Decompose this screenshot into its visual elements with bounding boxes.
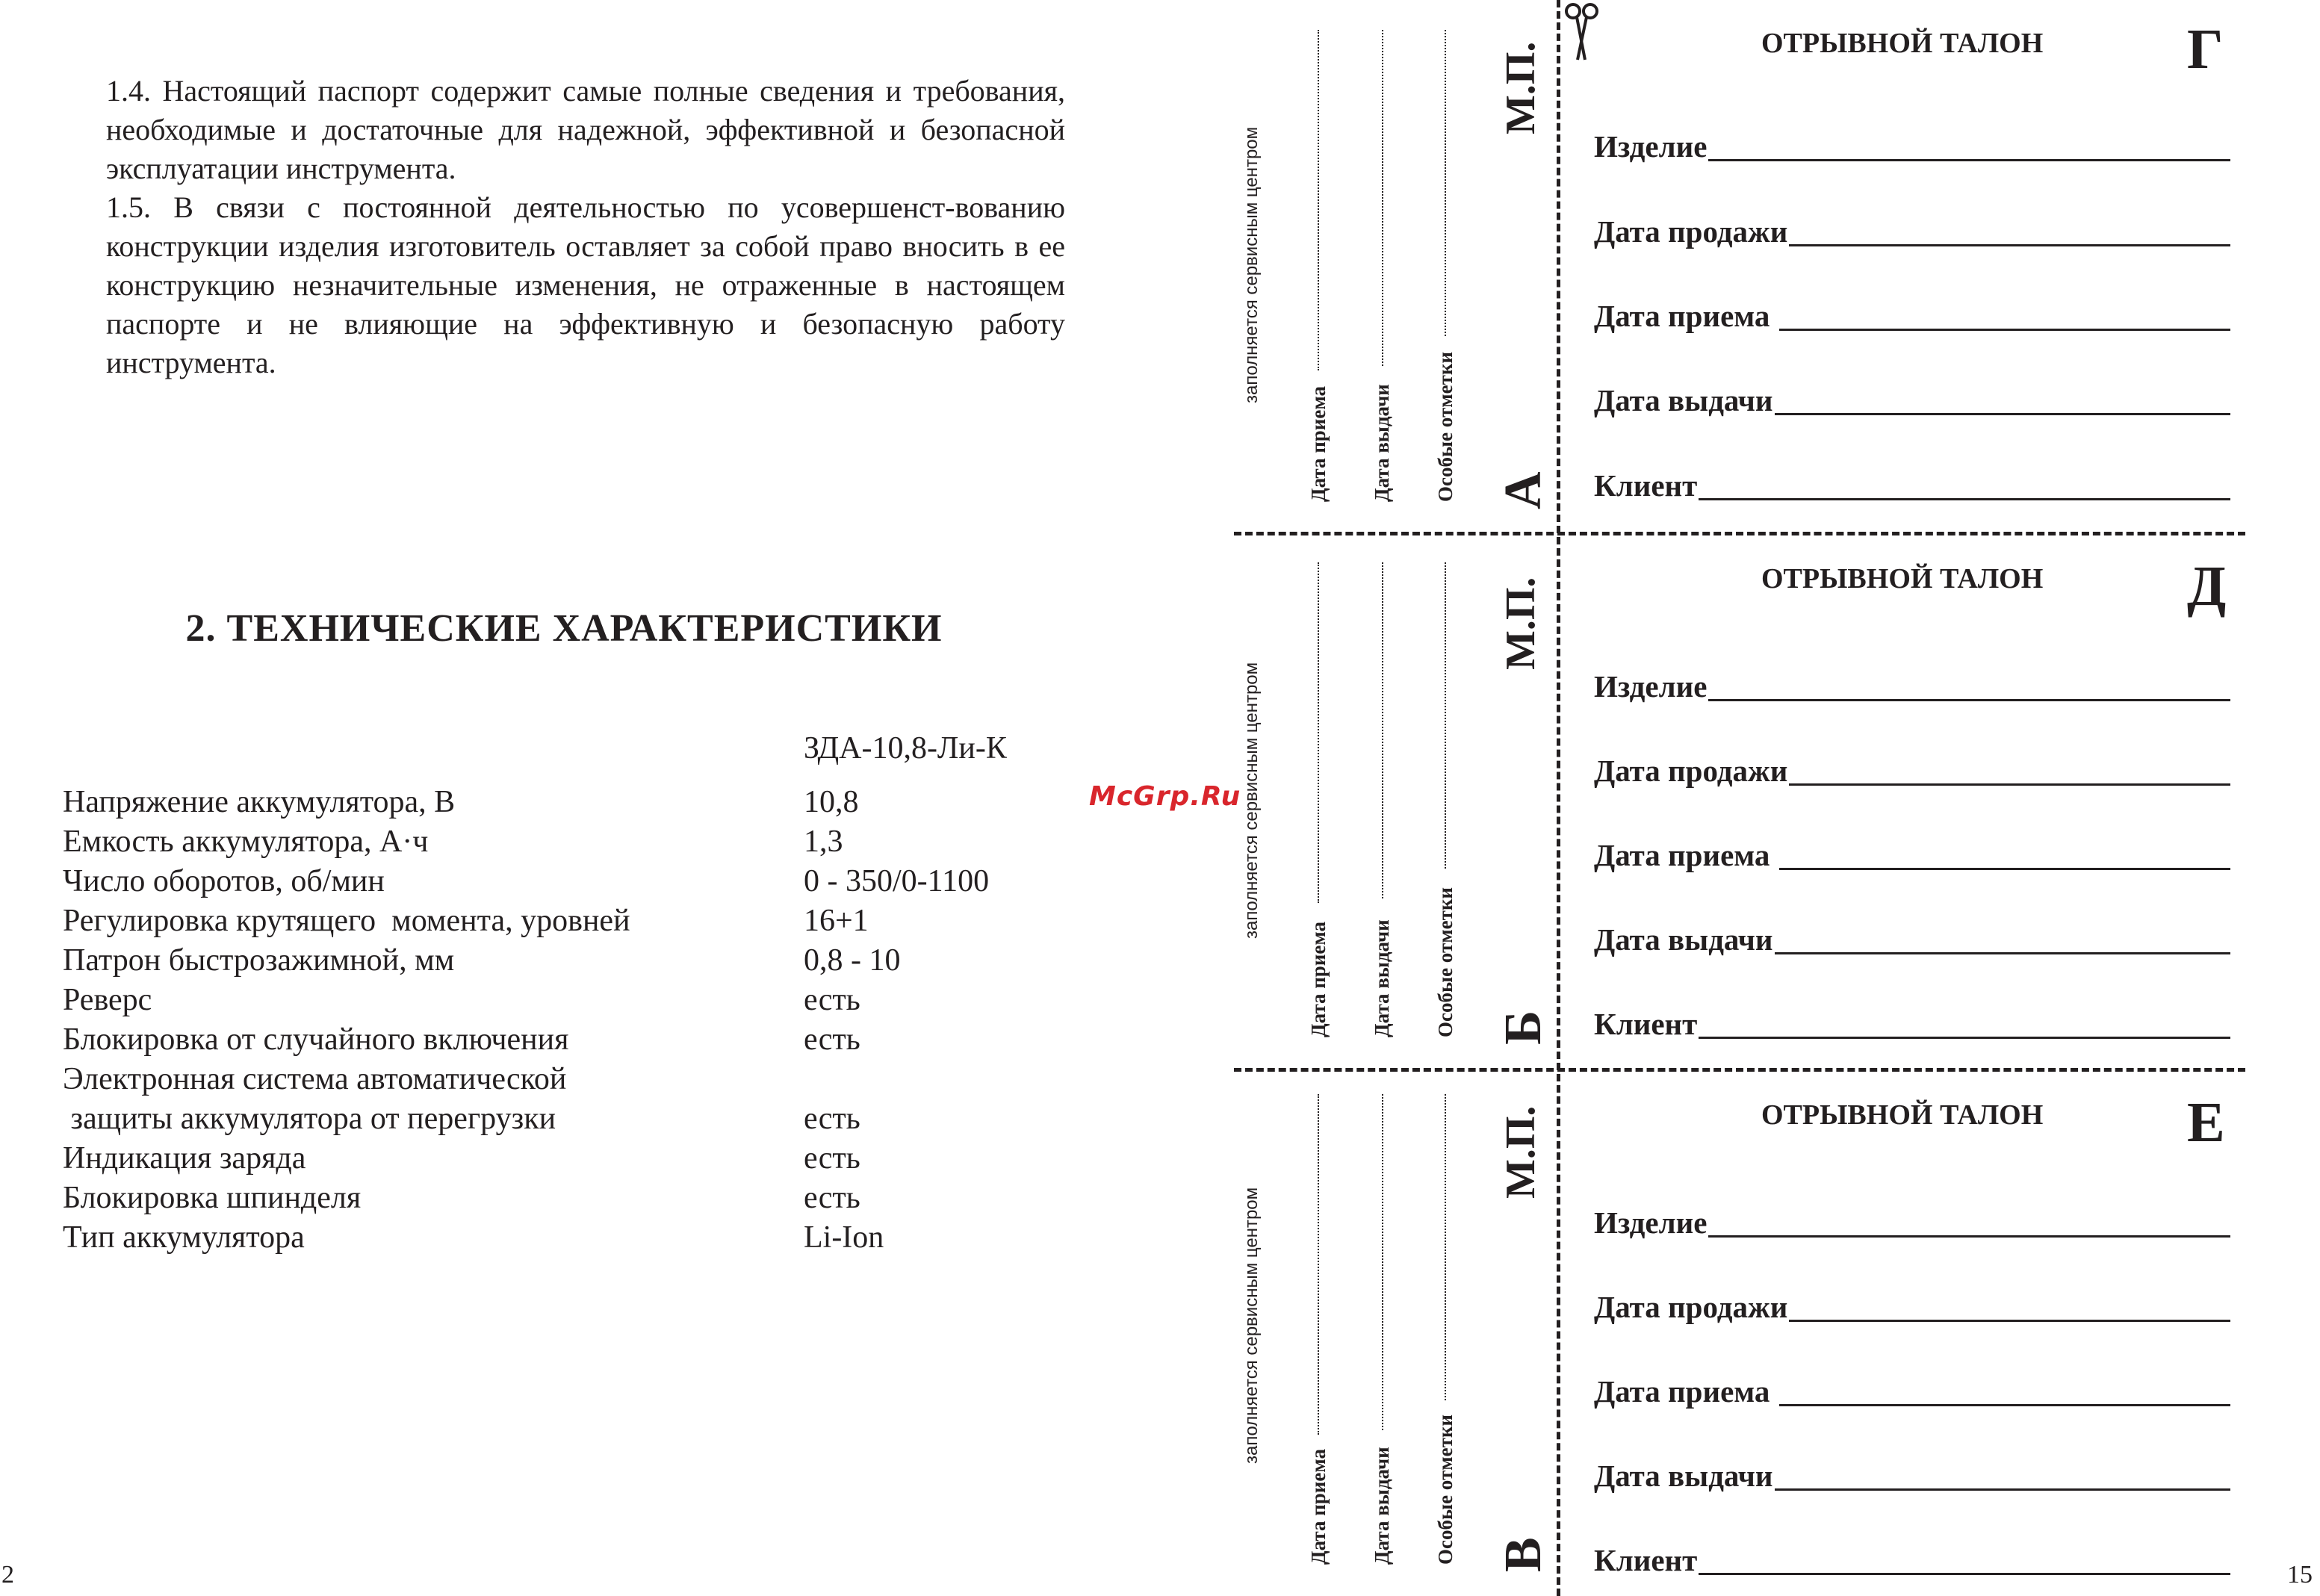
field-label: Клиент: [1594, 1007, 1698, 1041]
stub-notes: Особые отметки: [1434, 1415, 1457, 1565]
stub-dotted-line: [1445, 562, 1446, 869]
spec-label: Реверс: [63, 983, 152, 1017]
stub-stamp-mark: М.П.: [1498, 577, 1544, 670]
stub-stamp-mark: М.П.: [1498, 41, 1544, 134]
spec-value: 10,8: [804, 785, 859, 819]
field-label: Дата приема: [1594, 299, 1778, 333]
coupon-field-issued-date[interactable]: [1594, 373, 2230, 415]
spec-value: Li-Ion: [804, 1220, 884, 1255]
service-stub-c: [1225, 1072, 1557, 1596]
stub-date-received: Дата приема: [1307, 1448, 1330, 1565]
stub-date-issued: Дата выдачи: [1371, 919, 1393, 1037]
stub-letter: В: [1495, 1537, 1552, 1572]
stub-dotted-line: [1382, 30, 1383, 366]
page-number-left: 2: [1, 1561, 14, 1589]
coupon-letter: Е: [2187, 1091, 2225, 1154]
stub-notes: Особые отметки: [1434, 352, 1457, 502]
section-title: 2. ТЕХНИЧЕСКИЕ ХАРАКТЕРИСТИКИ: [185, 607, 943, 650]
stub-notes: Особые отметки: [1434, 887, 1457, 1037]
field-label: Дата продажи: [1594, 1290, 1788, 1324]
model-name: ЗДА-10,8-Ли-К: [804, 731, 1007, 766]
fill-line: [1708, 1205, 2230, 1238]
fill-line: [1708, 129, 2230, 161]
fill-line: [1699, 1543, 2230, 1575]
spec-label: Патрон быстрозажимной, мм: [63, 943, 455, 978]
field-label: Изделие: [1594, 1205, 1708, 1240]
field-label: Клиент: [1594, 468, 1698, 503]
spec-label: защиты аккумулятора от перегрузки: [63, 1102, 556, 1136]
field-label: Дата продажи: [1594, 214, 1788, 249]
fill-line: [1789, 214, 2230, 246]
coupon-title: ОТРЫВНОЙ ТАЛОН: [1761, 1099, 2044, 1131]
spec-value: есть: [804, 1141, 860, 1176]
fill-line: [1775, 1459, 2230, 1491]
spec-value: есть: [804, 1102, 860, 1136]
tear-off-coupon-e: [1561, 1072, 2248, 1596]
spec-label: Регулировка крутящего момента, уровней: [63, 904, 630, 938]
stub-fill-note: заполняется сервисным центром: [1241, 662, 1262, 939]
spec-label: Емкость аккумулятора, А·ч: [63, 825, 429, 859]
spec-value: 16+1: [804, 904, 869, 938]
spec-value: есть: [804, 1181, 860, 1215]
fill-line: [1775, 383, 2230, 415]
page-number-right: 15: [2287, 1561, 2313, 1589]
fill-line: [1789, 1290, 2230, 1322]
coupon-field-client[interactable]: [1594, 1533, 2230, 1575]
tear-off-coupon-d: [1561, 535, 2248, 1068]
spec-label: Число оборотов, об/мин: [63, 864, 385, 898]
stub-dotted-line: [1318, 562, 1319, 903]
stub-dotted-line: [1318, 30, 1319, 370]
coupon-field-issued-date[interactable]: [1594, 913, 2230, 957]
stub-date-issued: Дата выдачи: [1371, 1447, 1393, 1565]
spec-value: 0 - 350/0-1100: [804, 864, 990, 898]
coupon-title: ОТРЫВНОЙ ТАЛОН: [1761, 563, 2044, 594]
stub-dotted-line: [1382, 562, 1383, 898]
stub-dotted-line: [1445, 1094, 1446, 1400]
coupon-field-received-date[interactable]: [1594, 1364, 2230, 1409]
coupon-field-product[interactable]: [1594, 1196, 2230, 1238]
stub-stamp-mark: М.П.: [1498, 1105, 1544, 1199]
coupon-letter: Д: [2187, 555, 2227, 618]
spec-label: Тип аккумулятора: [63, 1220, 305, 1255]
coupon-letter: Г: [2187, 18, 2224, 81]
coupon-field-sale-date[interactable]: [1594, 205, 2230, 249]
field-label: Изделие: [1594, 669, 1708, 704]
spec-value: 0,8 - 10: [804, 943, 901, 978]
field-label: Изделие: [1594, 129, 1708, 164]
spec-label: Электронная система автоматической: [63, 1062, 567, 1096]
coupon-field-product[interactable]: [1594, 659, 2230, 704]
spec-value: 1,3: [804, 825, 843, 859]
field-label: Клиент: [1594, 1543, 1698, 1577]
field-label: Дата продажи: [1594, 754, 1788, 788]
stub-fill-note: заполняется сервисным центром: [1241, 1187, 1262, 1464]
field-label: Дата выдачи: [1594, 922, 1773, 957]
coupon-field-product[interactable]: [1594, 119, 2230, 164]
stub-fill-note: заполняется сервисным центром: [1241, 126, 1262, 403]
coupon-field-received-date[interactable]: [1594, 289, 2230, 331]
paragraph-1-5: [63, 188, 1065, 382]
field-label: Дата выдачи: [1594, 1459, 1773, 1493]
spec-label: Индикация заряда: [63, 1141, 306, 1176]
paragraph-1-4: [63, 72, 1065, 188]
stub-date-received: Дата приема: [1307, 385, 1330, 502]
fill-line: [1779, 299, 2230, 331]
stub-date-received: Дата приема: [1307, 921, 1330, 1037]
stub-dotted-line: [1445, 30, 1446, 336]
stub-dotted-line: [1318, 1094, 1319, 1435]
spec-label: Блокировка от случайного включения: [63, 1022, 569, 1057]
stub-letter: А: [1495, 471, 1552, 509]
paragraph-1-5-text: 1.5. В связи с постоянной деятельностью по усовершенст-вованию конструкции изделия изготовитель оставляет за собой право вносить в ее конструкцию незначительные изменения, не отраженные в настоящем паспорте и не влияющие на эффективную и безопасную работу инструмента.: [106, 190, 1065, 379]
fill-line: [1699, 468, 2230, 500]
stub-dotted-line: [1382, 1094, 1383, 1430]
spec-value: есть: [804, 1022, 860, 1057]
service-stub-b: [1225, 535, 1557, 1068]
watermark: McGrp.Ru: [1089, 781, 1241, 812]
stub-letter: Б: [1495, 1010, 1552, 1045]
fill-line: [1779, 838, 2230, 870]
field-label: Дата выдачи: [1594, 383, 1773, 417]
fill-line: [1789, 754, 2230, 786]
coupon-title: ОТРЫВНОЙ ТАЛОН: [1761, 28, 2044, 59]
fill-line: [1699, 1007, 2230, 1039]
vertical-cut-line: [1557, 0, 1560, 1596]
spec-label: Блокировка шпинделя: [63, 1181, 362, 1215]
spec-label: Напряжение аккумулятора, В: [63, 785, 456, 819]
coupon-field-issued-date[interactable]: [1594, 1449, 2230, 1491]
tear-off-coupon-g: [1561, 0, 2248, 532]
field-label: Дата приема: [1594, 1374, 1778, 1409]
paragraph-1-4-text: 1.4. Настоящий паспорт содержит самые полные сведения и требования, необходимые и достаточные для надежной, эффективной и безопасной эксплуатации инструмента.: [106, 74, 1065, 185]
coupon-field-sale-date[interactable]: [1594, 744, 2230, 786]
spec-value: есть: [804, 983, 860, 1017]
fill-line: [1708, 669, 2230, 701]
coupon-field-client[interactable]: [1594, 997, 2230, 1039]
fill-line: [1779, 1374, 2230, 1406]
coupon-field-client[interactable]: [1594, 459, 2230, 503]
stub-date-issued: Дата выдачи: [1371, 384, 1393, 502]
fill-line: [1775, 922, 2230, 954]
field-label: Дата приема: [1594, 838, 1778, 872]
coupon-field-sale-date[interactable]: [1594, 1280, 2230, 1322]
service-stub-a: [1225, 0, 1557, 532]
coupon-field-received-date[interactable]: [1594, 828, 2230, 870]
